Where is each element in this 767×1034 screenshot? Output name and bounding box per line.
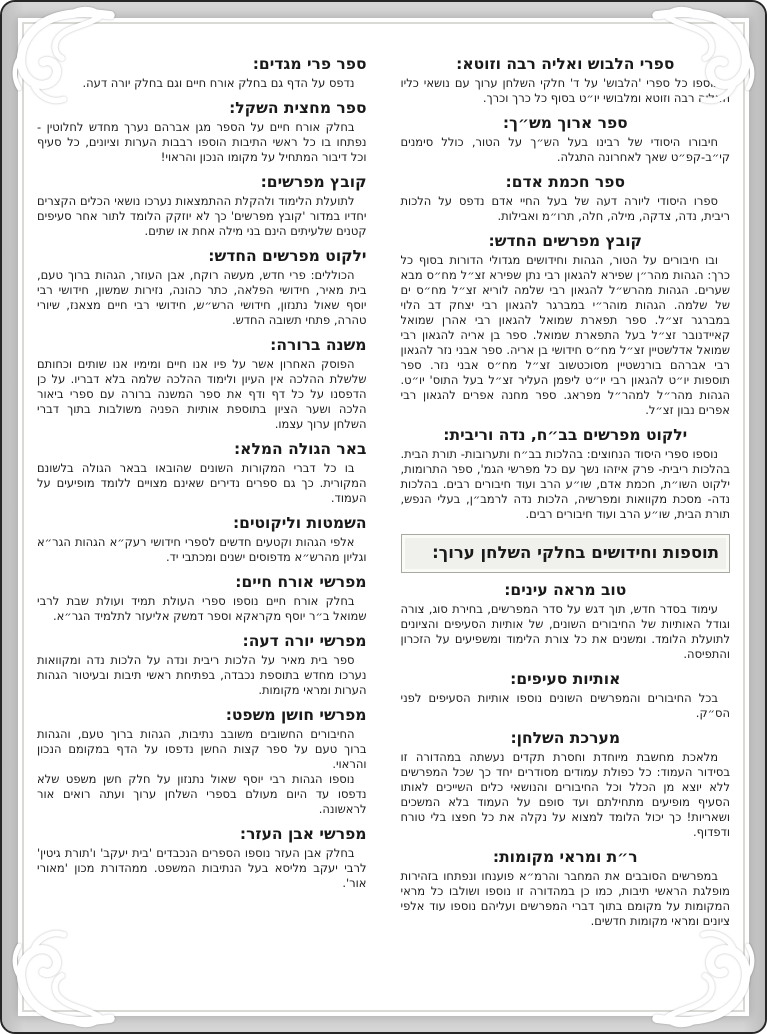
section-title: ספר ארוך מש״ך:: [502, 114, 628, 132]
section-paragraph: בחלק אבן העזר נוספו הספרים הנכבדים 'בית יעקב' ו'תורת גיטין' לרבי יעקב מליסא בעל הנתיבות המשפט. ממהדורת מכון 'מאורי אור'.: [37, 846, 367, 890]
section-paragraph: בו כל דברי המקורות השונים שהובאו בבאר הגולה בלשונם המקורית. כך גם ספרים נדירים שאינם מצויים ללומד מופיעים על העמוד.: [37, 461, 367, 505]
section-paragraph: הפוסק האחרון אשר על פיו אנו חיים ומימיו אנו שותים וכחותם שלשלת ההלכה אין העיון ולימוד ההלכה שלמה בלא דבריו. על כן הדפסנו על כל דף ודף את ספר המשנה ברורה עם ספרי ביאור הלכה ושער הציון בתוספת אותיות הפניה משולבות בתוך דברי השלחן ערוך עצמו.: [37, 357, 367, 431]
section-title: מפרשי אבן העזר:: [239, 825, 367, 843]
section-title: אותיות סעיפים:: [510, 670, 621, 688]
section: [401, 426, 731, 522]
column-left: [37, 47, 367, 994]
section-paragraph: בחלק אורח חיים נוספו ספרי העולת תמיד ועולת שבת לרבי שמואל ב״ר יוסף מקראקא וספר דמשק אליעזר לתלמיד הגר״א.: [37, 594, 367, 623]
section-paragraph: נוספו ספרי היסוד הנחוצים: בהלכות בב״ח ותערובות- תורת הבית. בהלכות ריבית- פרק איזהו נשך עם כל מפרשי הגמ', ספר התרומות, ילקוט השו״ת, חכמת אדם, שו״ע הרב ועוד חיבורים רבים. בהלכות נדה- מסכת מקוואות ומפרשיה, הלכות נדה לרמב״ן, בעלי הנפש, תורת הבית, שו״ע הרב ועוד חיבורים רבים.: [400, 447, 730, 521]
section: [401, 848, 731, 929]
section: [37, 173, 367, 239]
section-title: ר״ת ומראי מקומות:: [492, 848, 638, 866]
section: [37, 573, 367, 624]
section-title: ספר מחצית השקל:: [229, 99, 367, 117]
section-title: ילקוט מפרשים בב״ח, נדה וריבית:: [443, 426, 688, 444]
section-paragraph: ובו חיבורים על הטור, הגהות וחידושים מגדולי הדורות בסוף כל כרך: הגהות מהר״ן שפירא להגאון רבי נתן שפירא זצ״ל מח״ס מבא שערים. הגהות מהרש״ל להגאון רבי שלמה לוריא זצ״ל מח״ס ים של שלמה. הגהות מוהר״י במברגר להגאון רבי יצחק דב הלוי במברגר זצ״ל. ספר תפארת שמואל להגאון רבי אהרן שמואל קאיידנובר זצ״ל בעל התפארת שמואל. ספר בן אריה להגאון רבי שמואל אדלשטיין זצ״ל מח״ס חידושי בן אריה. ספר אבני נזר להגאון רבי אברהם בורנשטיין מסוכטשוב זצ״ל מח״ס אבני נזר. ספר תוספות יו״ט להגאון רבי יו״ט ליפמן העליר זצ״ל בעל התוס' יו״ט. הגהות מהר״ל למהר״ל מפראג. ספר מחנה אפרים להגאון רבי אפרים נבון זצ״ל.: [400, 253, 730, 417]
section-title: מפרשי אורח חיים:: [235, 573, 367, 591]
section: [401, 114, 731, 165]
section-paragraph: במפרשים הסובבים את המחבר והרמ״א פוענחו ונפתחו בזהירות מופלגת הראשי תיבות, כמו כן במהדורה זו נוספו ושולבו כל מראי המקומות על מקומם בתוך דברי המפרשים ועליהם נוספו עוד אלפי ציונים ומראי מקומות חדשים.: [400, 869, 730, 928]
section-title: ספרי הלבוש ואליה רבה וזוטא:: [456, 55, 675, 73]
section-paragraph: עימוד בסדר חדש, תוך דגש על סדר המפרשים, בחירת סוג, צורה וגודל האותיות של החיבורים השונים, של אותיות הסעיפים והציונים לתועלת הלומד. ומשנים את כל צורת הלימוד ומשפיעים על הזכרון והתפיסה.: [400, 602, 730, 661]
section-paragraph: בחלק אורח חיים על הספר מגן אברהם נערך מחדש לחלוטין - נפתחו בו כל ראשי התיבות הוספו רבבות הערות וציונים, כל סעיף וכל דיבור המתחיל על מקומו הנכון והראוי!: [37, 120, 367, 164]
section-title: באר הגולה המלא:: [233, 440, 367, 458]
section: [37, 825, 367, 891]
page-content: [22, 22, 745, 1012]
section-title: קובץ מפרשים החדש:: [488, 232, 642, 250]
section: [401, 232, 731, 418]
section-paragraph: אלפי הגהות וקטעים חדשים לספרי חידושי רעק״א הגהות הגר״א וגליון מהרש״א מדפוסים ישנים ומכתבי יד.: [37, 535, 367, 564]
section-paragraph: נוספו כל ספרי 'הלבוש' על ד' חלקי השלחן ערוך עם נושאי כליו האליה רבה וזוטא ומלבושי יו״ט בסוף כל כרך וכרך.: [400, 76, 730, 105]
section: [37, 706, 367, 817]
section-paragraph: חיבורו היסודי של רבינו בעל הש״ך על הטור, כולל סימנים קי״ב-קפ״ט שאך לאחרונה התגלה.: [400, 135, 730, 164]
section: [401, 729, 731, 840]
section-paragraph: ספר בית מאיר על הלכות ריבית ונדה על הלכות נדה ומקוואות נערכו מחדש בתוספת נכבדה, בפתיחת ראשי תיבות ובעיטור הגהות הערות ומראי מקומות.: [37, 653, 367, 697]
section-paragraph: נוספו הגהות רבי יוסף שאול נתנזון על חלק חשן משפט שלא נדפסו עד היום מעולם בספרי השלחן ערוך ועתה רואים אור לראשונה.: [37, 772, 367, 816]
section-title: ספר פרי מגדים:: [252, 55, 367, 73]
section-paragraph: החיבורים החשובים משובב נתיבות, הגהות ברוך טעם, והגהות ברוך טעם על ספר קצות החשן נדפסו על הדף במקומם הנכון והראוי.: [37, 727, 367, 771]
section: [401, 581, 731, 662]
section-title: מערכת השלחן:: [510, 729, 621, 747]
section: [37, 247, 367, 328]
section-title: טוב מראה עינים:: [504, 581, 627, 599]
section-paragraph: הכוללים: פרי חדש, מעשה רוקח, אבן העוזר, הגהות ברוך טעם, בית מאיר, חידושי הפלאה, כתר כהונה, נזירות שמשון, חידושי רבי יוסף שאול נתנזון, חידושי הרש״ש, חידושי רבי חיים מצאנז, שיורי טהרה, פתחי תשובה החדש.: [37, 268, 367, 327]
section-title: מפרשי יורה דעה:: [242, 632, 367, 650]
column-right: [401, 47, 731, 994]
section-paragraph: בכל החיבורים והמפרשים השונים נוספו אותיות הסעיפים לפני הס״ק.: [400, 691, 730, 720]
section-title: השמטות וליקוטים:: [232, 514, 367, 532]
section-title: מפרשי חושן משפט:: [225, 706, 367, 724]
section-title: ילקוט מפרשים החדש:: [208, 247, 367, 265]
section: [37, 514, 367, 565]
section: [37, 632, 367, 698]
section-paragraph: מלאכת מחשבת מיוחדת וחסרת תקדים נעשתה במהדורה זו בסידור העמוד: כל כפולת עמודים מסודרים יחד כך שכל המפרשים ללא יוצא מן הכלל וכל החיבורים והנושאי כלים השייכים לאותו הסעיף מופיעים מתחילתם ועד סופם על העמוד בלא המשכים ושאריות! כך יכול הלומד למצוא על נקלה את כל חפצו בלי טורח ודפדוף.: [400, 750, 730, 839]
section-paragraph: ספרו היסודי ליורה דעה של בעל החיי אדם נדפס על הלכות ריבית, נדה, צדקה, מילה, חלה, תרו״מ ואבילות.: [400, 194, 730, 223]
section-paragraph: לתועלת הלימוד ולהקלת ההתמצאות נערכו נושאי הכלים הקצרים יחדיו במדור 'קובץ מפרשים' כך לא יוזקק הלומד לתור אחר סעיפים קטנים שלעיתים הינם בני מילה אחת או שתים.: [37, 194, 367, 238]
section: [37, 440, 367, 506]
section: [401, 55, 731, 106]
section: [401, 173, 731, 224]
section: [37, 99, 367, 165]
section: [401, 670, 731, 721]
section-paragraph: נדפס על הדף גם בחלק אורח חיים וגם בחלק יורה דעה.: [82, 76, 355, 90]
section: [37, 55, 367, 91]
boxed-section-title: תוספות וחידושים בחלקי השלחן ערוך:: [401, 534, 731, 573]
section-title: קובץ מפרשים:: [260, 173, 367, 191]
section-title: ספר חכמת אדם:: [505, 173, 625, 191]
section: [37, 336, 367, 432]
section-title: משנה ברורה:: [270, 336, 367, 354]
